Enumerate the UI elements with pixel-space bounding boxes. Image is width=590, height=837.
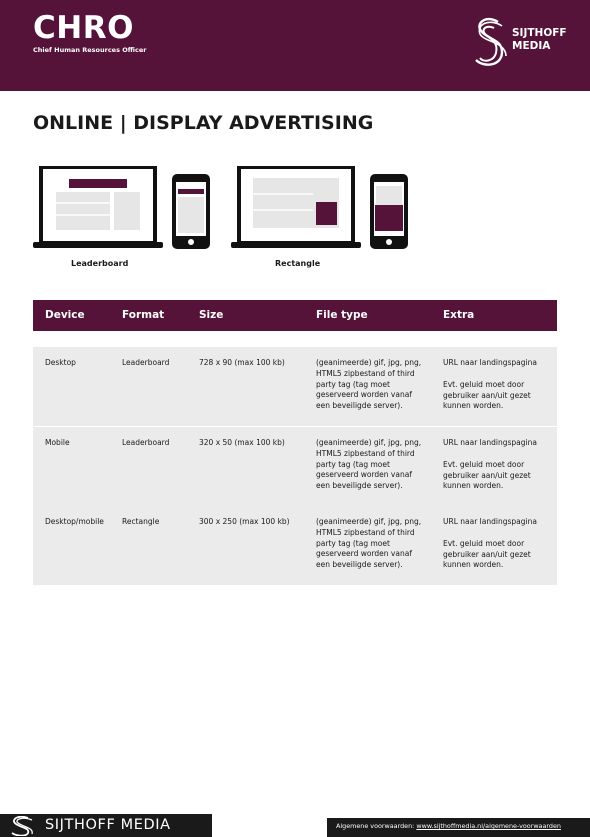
- cell-format: Rectangle: [122, 517, 160, 526]
- header-format: Format: [122, 309, 165, 321]
- footer-terms-bar: [327, 818, 590, 837]
- cell-extra: [443, 358, 551, 412]
- table-row: [33, 506, 557, 585]
- header-size: Size: [199, 309, 224, 321]
- terms-label: Algemene voorwaarden:: [336, 822, 415, 830]
- brand-title: CHRO: [33, 10, 134, 46]
- smartphone-icon: [370, 174, 408, 249]
- footer-brand: [0, 814, 212, 837]
- cell-file-type: (geanimeerde) gif, jpg, png, HTML5 zipbestand of third party tag (tag moet geserveerd worden vanaf een beveiligde server).: [316, 517, 422, 570]
- cell-device: Desktop: [45, 358, 76, 367]
- page-title: ONLINE | DISPLAY ADVERTISING: [33, 112, 374, 134]
- cell-format: Leaderboard: [122, 438, 170, 447]
- sijthoff-swirl-icon: [472, 16, 508, 72]
- extra-sound-note: Evt. geluid moet door gebruiker aan/uit gezet kunnen worden.: [443, 538, 531, 570]
- extra-landing-url: URL naar landingspagina: [443, 438, 537, 447]
- publisher-line-1: SIJTHOFF: [512, 27, 567, 39]
- cell-file-type: (geanimeerde) gif, jpg, png, HTML5 zipbestand of third party tag (tag moet geserveerd worden vanaf een beveiligde server).: [316, 358, 422, 411]
- publisher-line-2: MEDIA: [512, 40, 551, 52]
- terms-link[interactable]: www.sijthoffmedia.nl/algemene-voorwaarden: [416, 822, 561, 830]
- extra-sound-note: Evt. geluid moet door gebruiker aan/uit gezet kunnen worden.: [443, 459, 531, 491]
- table-row: [33, 347, 557, 426]
- extra-landing-url: URL naar landingspagina: [443, 358, 537, 367]
- brand-subtitle: Chief Human Resources Officer: [33, 46, 147, 54]
- sijthoff-media-logo[interactable]: [472, 16, 582, 72]
- table-header: [33, 300, 557, 331]
- header-extra: Extra: [443, 309, 475, 321]
- sijthoff-swirl-icon: [8, 816, 36, 836]
- cell-file-type: (geanimeerde) gif, jpg, png, HTML5 zipbestand of third party tag (tag moet geserveerd worden vanaf een beveiligde server).: [316, 438, 422, 491]
- laptop-icon: [33, 167, 163, 248]
- header-file-type: File type: [316, 309, 368, 321]
- rectangle-illustration: [231, 166, 411, 250]
- cell-size: 728 x 90 (max 100 kb): [199, 358, 285, 367]
- cell-format: Leaderboard: [122, 358, 170, 367]
- laptop-icon: [231, 167, 361, 248]
- extra-sound-note: Evt. geluid moet door gebruiker aan/uit gezet kunnen worden.: [443, 379, 531, 411]
- caption-leaderboard: Leaderboard: [71, 259, 129, 268]
- extra-landing-url: URL naar landingspagina: [443, 517, 537, 526]
- header-banner: [0, 0, 590, 91]
- footer-terms: [336, 822, 561, 830]
- cell-size: 300 x 250 (max 100 kb): [199, 517, 290, 526]
- header-device: Device: [45, 309, 85, 321]
- table-row: [33, 427, 557, 506]
- cell-extra: [443, 438, 551, 492]
- footer-brand-name: SIJTHOFF MEDIA: [45, 817, 171, 833]
- cell-size: 320 x 50 (max 100 kb): [199, 438, 285, 447]
- cell-device: Desktop/mobile: [45, 517, 104, 526]
- leaderboard-illustration: [33, 166, 213, 250]
- caption-rectangle: Rectangle: [275, 259, 321, 268]
- cell-extra: [443, 517, 551, 571]
- cell-device: Mobile: [45, 438, 70, 447]
- smartphone-icon: [172, 174, 210, 249]
- publisher-logo-text: [512, 27, 567, 53]
